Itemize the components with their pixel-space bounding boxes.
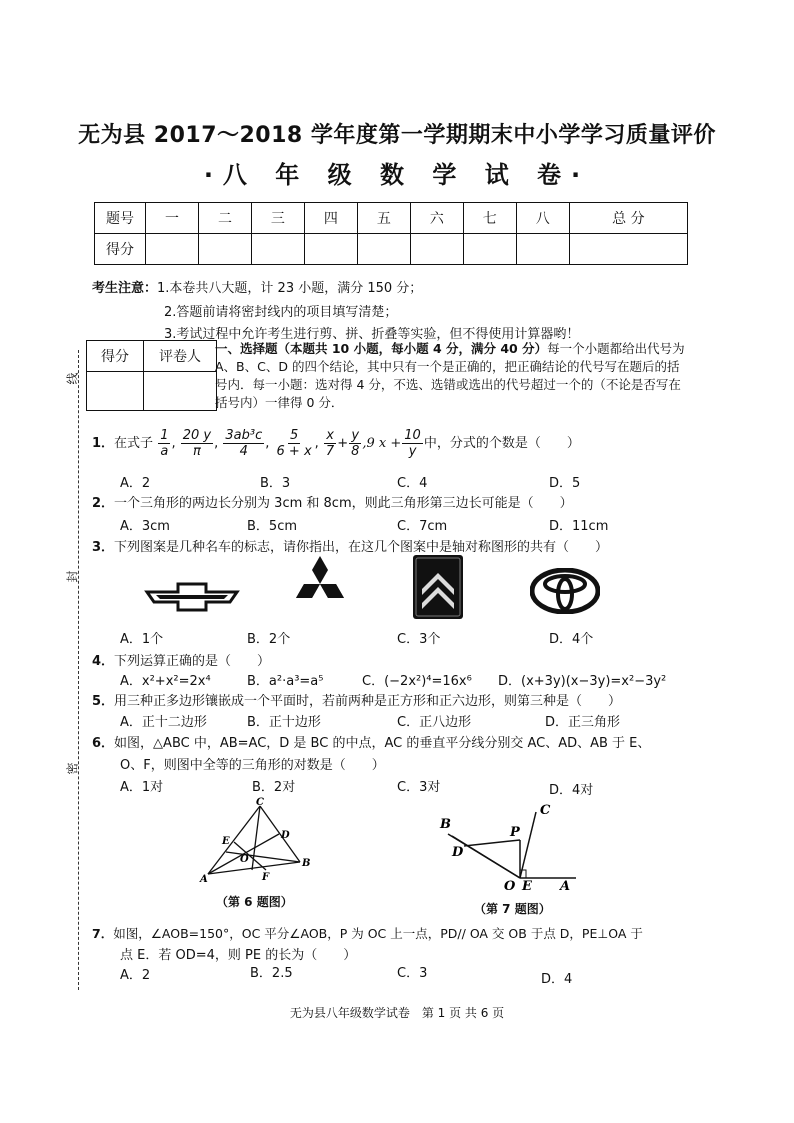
score-blank[interactable] — [251, 234, 304, 265]
option-c[interactable]: C．(−2x²)⁴=16x⁶ — [362, 674, 472, 689]
option-d[interactable]: D．正三角形 — [545, 715, 621, 730]
option-b[interactable]: B．5cm — [247, 519, 298, 534]
label-d: D — [452, 845, 464, 860]
plus-sign: + — [337, 436, 349, 451]
question-number: 6． — [92, 736, 115, 751]
question-number: 3． — [92, 540, 115, 555]
option-d[interactable]: D．5 — [549, 476, 581, 491]
label-c: C — [540, 803, 551, 818]
option-d[interactable]: D．11cm — [549, 519, 609, 534]
grader-score-blank[interactable] — [87, 372, 144, 411]
binding-word-bottom: 密 — [65, 762, 80, 775]
score-blank[interactable] — [463, 234, 516, 265]
score-cell: 题号 — [95, 203, 146, 234]
label-o: O — [504, 879, 516, 892]
score-blank[interactable] — [569, 234, 687, 265]
score-row-label: 得分 — [95, 234, 146, 265]
label-o: O — [240, 854, 249, 865]
figure-6-caption: （第 6 题图） — [216, 895, 293, 909]
fraction: $\frac{20 y}{\pi}$ — [182, 428, 212, 459]
option-d[interactable]: D．4个 — [549, 632, 594, 647]
label-b: B — [440, 817, 451, 832]
option-a[interactable]: A．2 — [120, 968, 151, 983]
question-text: 如图，△ABC 中，AB=AC，D 是 BC 的中点，AC 的垂直平分线分别交 AC、AD、AB 于 E、 — [114, 736, 651, 751]
score-blank[interactable] — [357, 234, 410, 265]
option-a[interactable]: A．正十二边形 — [120, 715, 207, 730]
notice-line-1 — [92, 277, 422, 296]
question-1: 1．在式子 $\frac{1}{a}$ , $\frac{20 y}{\pi}$ , $\frac{\text{3ab³c}}{4}$ , $\frac{5}{6 + x}$ , $\frac{x}{7}$ + $\frac{y}{8}$ ,9 x + $\frac{10}{y}$ 中，分式的个数是（ ） — [92, 428, 580, 459]
question-text: 在式子 — [114, 436, 154, 451]
section-1-instructions — [215, 340, 690, 412]
question-number: 7． — [92, 926, 114, 941]
notice-item: 3.考试过程中允许考生进行剪、拼、折叠等实验，但不得使用计算器哟！ — [164, 327, 580, 342]
option-b[interactable]: B．3 — [260, 476, 291, 491]
score-blank[interactable] — [198, 234, 251, 265]
label-a: A — [560, 879, 571, 892]
fraction: $\frac{y}{8}$ — [351, 428, 360, 459]
question-2 — [92, 492, 573, 511]
option-a[interactable]: A．3cm — [120, 519, 170, 534]
figure-7-caption: （第 7 题图） — [474, 902, 551, 916]
option-c[interactable]: C．3个 — [397, 632, 441, 647]
score-cell: 三 — [251, 203, 304, 234]
score-cell: 一 — [146, 203, 199, 234]
section-1-body: 每一个小题都给出代号为 A、B、C、D 的四个结论，其中只有一个是正确的，把正确结论的代号写在题后的括号内．每一小题：选对得 4 分，不选、选错或选出的代号超过一个的（不论是否写在括号内）一律得 0 分． — [215, 341, 685, 410]
question-6 — [92, 732, 650, 751]
grader-name-label: 评卷人 — [144, 341, 217, 372]
question-3 — [92, 536, 608, 555]
option-c[interactable]: C．3 — [397, 966, 428, 981]
label-c: C — [256, 797, 264, 808]
score-table-score-row — [95, 234, 688, 265]
question-text: 一个三角形的两边长分别为 3cm 和 8cm，则此三角形第三边长可能是（ ） — [114, 496, 573, 511]
score-cell: 七 — [463, 203, 516, 234]
option-c[interactable]: C．正八边形 — [397, 715, 472, 730]
option-a[interactable]: A．1个 — [120, 632, 164, 647]
score-blank[interactable] — [304, 234, 357, 265]
option-d[interactable]: D．4对 — [549, 783, 594, 798]
question-text: 下列运算正确的是（ ） — [114, 654, 271, 669]
option-b[interactable]: B．2个 — [247, 632, 291, 647]
score-table-header-row — [95, 203, 688, 234]
chevrolet-logo — [142, 580, 242, 614]
question-6-line-2: O、F，则图中全等的三角形的对数是（ ） — [120, 758, 385, 773]
option-b[interactable]: B．2对 — [252, 780, 296, 795]
binding-word-mid: 封 — [65, 570, 80, 583]
grader-name-blank[interactable] — [144, 372, 217, 411]
option-d[interactable]: D．4 — [541, 972, 573, 987]
option-a[interactable]: A．2 — [120, 476, 151, 491]
mitsubishi-logo — [288, 556, 352, 612]
question-number: 5． — [92, 694, 115, 709]
score-cell: 二 — [198, 203, 251, 234]
score-table — [94, 202, 688, 265]
section-1-heading: 一、选择题（本题共 10 小题，每小题 4 分，满分 40 分） — [215, 341, 548, 356]
option-a[interactable]: A．1对 — [120, 780, 164, 795]
score-cell: 四 — [304, 203, 357, 234]
option-c[interactable]: C．3对 — [397, 780, 441, 795]
question-text: 中，分式的个数是（ ） — [423, 436, 580, 451]
exam-title: 无为县 2017～2018 学年度第一学期期末中小学学习质量评价 — [78, 123, 716, 148]
expression: ,9 x + — [362, 436, 402, 451]
fraction: $\frac{x}{7}$ — [325, 428, 335, 459]
score-cell: 八 — [516, 203, 569, 234]
notice-label: 考生注意： — [92, 281, 158, 296]
page-footer: 无为县八年级数学试卷 第 1 页 共 6 页 — [289, 1006, 505, 1020]
label-d: D — [281, 830, 290, 841]
exam-subtitle: ·八 年 级 数 学 试 卷· — [203, 161, 591, 189]
question-text: 用三种正多边形镶嵌成一个平面时，若前两种是正方形和正六边形，则第三种是（ ） — [114, 694, 622, 709]
score-cell: 六 — [410, 203, 463, 234]
option-b[interactable]: B．2.5 — [250, 966, 293, 981]
label-e: E — [522, 879, 532, 892]
label-e: E — [222, 836, 230, 847]
option-b[interactable]: B．a²·a³=a⁵ — [247, 674, 324, 689]
fraction: $\frac{1}{a}$ — [160, 428, 169, 459]
label-f: F — [262, 872, 270, 883]
question-7 — [92, 924, 643, 942]
citroen-logo — [413, 555, 463, 619]
fraction: $\frac{5}{6 + x}$ — [276, 428, 312, 459]
grader-score-label: 得分 — [87, 341, 144, 372]
question-text: 如图，∠AOB=150°，OC 平分∠AOB，P 为 OC 上一点，PD// OA 交 OB 于点 D，PE⊥OA 于 — [113, 926, 643, 941]
figure-7 — [436, 798, 586, 892]
question-4 — [92, 650, 270, 669]
binding-line — [78, 350, 79, 990]
option-c[interactable]: C．7cm — [397, 519, 448, 534]
question-7-line-2: 点 E．若 OD=4，则 PE 的长为（ ） — [120, 948, 357, 963]
fraction: $\frac{\text{3ab³c}}{4}$ — [225, 428, 263, 459]
label-b: B — [302, 858, 311, 869]
score-cell: 五 — [357, 203, 410, 234]
option-a[interactable]: A．x²+x²=2x⁴ — [120, 674, 211, 689]
toyota-logo — [530, 568, 600, 614]
label-p: P — [510, 825, 520, 840]
figure-6 — [196, 796, 316, 886]
option-b[interactable]: B．正十边形 — [247, 715, 321, 730]
label-a: A — [200, 874, 208, 885]
question-5 — [92, 690, 621, 709]
option-d[interactable]: D．(x+3y)(x−3y)=x²−3y² — [498, 674, 667, 689]
question-number: 2． — [92, 496, 115, 511]
grader-box — [86, 340, 217, 411]
question-text: 下列图案是几种名车的标志，请你指出，在这几个图案中是轴对称图形的共有（ ） — [114, 540, 609, 555]
score-cell: 总 分 — [569, 203, 687, 234]
binding-word-top: 线 — [65, 372, 80, 385]
fraction: $\frac{10}{y}$ — [404, 428, 421, 459]
score-blank[interactable] — [410, 234, 463, 265]
question-number: 4． — [92, 654, 115, 669]
notice-item: 1.本卷共八大题，计 23 小题，满分 150 分； — [157, 281, 423, 296]
question-number: 1． — [92, 436, 115, 451]
notice-item: 2.答题前请将密封线内的项目填写清楚； — [164, 305, 398, 320]
score-blank[interactable] — [146, 234, 199, 265]
score-blank[interactable] — [516, 234, 569, 265]
option-c[interactable]: C．4 — [397, 476, 428, 491]
